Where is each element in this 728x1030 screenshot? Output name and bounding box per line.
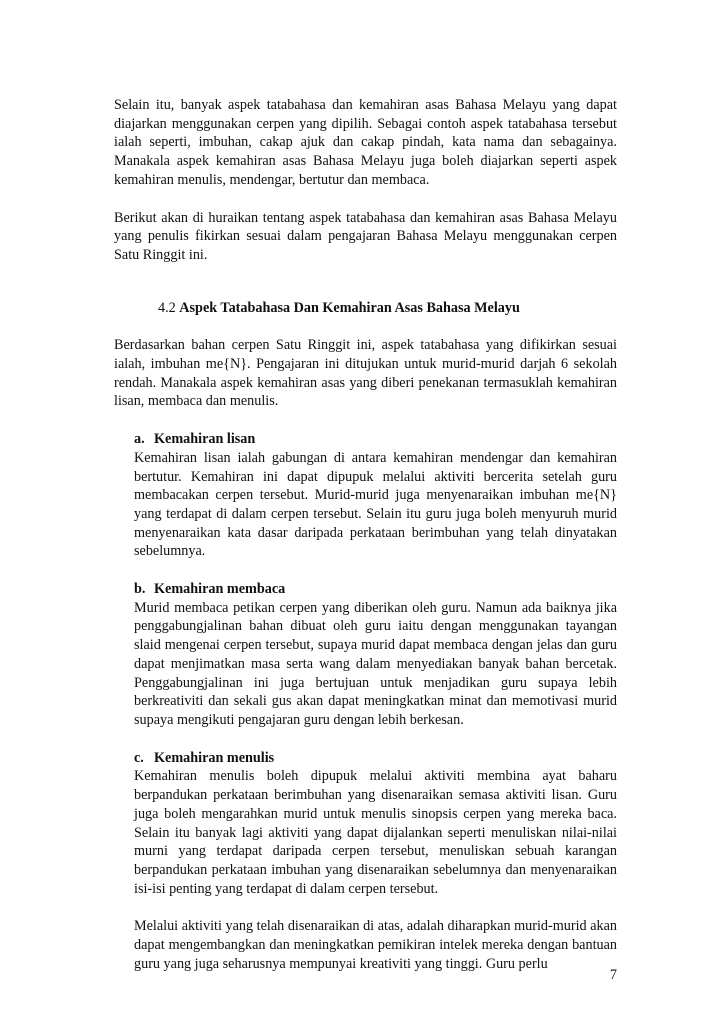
- subsection-title: Kemahiran lisan: [154, 431, 256, 448]
- subsection-menulis: [134, 749, 617, 974]
- paragraph-intro: Selain itu, banyak aspek tatabahasa dan kemahiran asas Bahasa Melayu yang dapat diajarkan menggunakan cerpen yang dipilih. Sebagai contoh aspek tatabahasa tersebut ialah seperti, imbuhan, cakap ajuk dan cakap pindah, kata nama dan sebagainya. Manakala aspek kemahiran asas Bahasa Melayu juga boleh diajarkan seperti aspek kemahiran menulis, mendengar, bertutur dan membaca.: [114, 97, 617, 188]
- paragraph-closing: Melalui aktiviti yang telah disenaraikan di atas, adalah diharapkan murid-murid akan dapat mengembangkan dan meningkatkan pemikiran intelek mereka dengan bantuan guru yang juga seharusnya mempunyai kreativiti yang tinggi. Guru perlu: [134, 918, 617, 972]
- subsection-letter: a.: [134, 431, 145, 448]
- paragraph-section-intro: Berdasarkan bahan cerpen Satu Ringgit ini, aspek tatabahasa yang difikirkan sesuai ialah, imbuhan me{N}. Pengajaran ini ditujukan untuk murid-murid darjah 6 sekolah rendah. Manakala aspek kemahiran asas yang diberi penekanan termasuklah kemahiran lisan, membaca dan menulis.: [114, 337, 617, 410]
- subsection-letter: c.: [134, 749, 144, 766]
- section-heading: [158, 299, 617, 318]
- subsection-body: Murid membaca petikan cerpen yang diberikan oleh guru. Namun ada baiknya jika penggabungjalinan bahan dibuat oleh guru iaitu dengan menggunakan tayangan slaid mengenai cerpen tersebut, supaya murid dapat membaca dengan jelas dan guru dapat menjimatkan masa serta wang dalam menyediakan banyak bahan bercetak. Penggabungjalinan ini juga bertujuan untuk menjadikan guru supaya lebih berkreativiti dan sekali gus akan dapat meningkatkan minat dan memotivasi murid supaya mengikuti pengajaran guru dengan lebih berkesan.: [134, 599, 617, 728]
- subsection-membaca: [134, 580, 617, 730]
- subsection-title: Kemahiran menulis: [154, 749, 275, 766]
- subsection-body: Kemahiran lisan ialah gabungan di antara kemahiran mendengar dan kemahiran bertutur. Kemahiran ini dapat dipupuk melalui aktiviti bercerita setelah guru membacakan cerpen tersebut. Murid-murid juga menyenaraikan imbuhan me{N} yang terdapat di dalam cerpen tersebut. Selain itu guru juga boleh menyuruh murid menyenaraikan kata dasar daripada perkataan berimbuhan yang telah dinyatakan sebelumnya.: [134, 449, 617, 560]
- subsection-letter: b.: [134, 581, 146, 598]
- page-number: 7: [609, 967, 617, 983]
- section-title: Aspek Tatabahasa Dan Kemahiran Asas Bahasa Melayu: [179, 299, 520, 316]
- subsection-heading: [134, 430, 617, 449]
- subsection-title: Kemahiran membaca: [154, 581, 286, 598]
- paragraph-explanation: Berikut akan di huraikan tentang aspek tatabahasa dan kemahiran asas Bahasa Melayu yang penulis fikirkan sesuai dalam pengajaran Bahasa Melayu menggunakan cerpen Satu Ringgit ini.: [114, 209, 617, 263]
- subsection-heading: [134, 749, 617, 768]
- subsection-heading: [134, 580, 617, 599]
- page-content: [114, 96, 617, 973]
- subsection-body: Kemahiran menulis boleh dipupuk melalui aktiviti membina ayat baharu berpandukan perkataan berimbuhan yang disenaraikan semasa aktiviti lisan. Guru juga boleh mengarahkan murid untuk menulis sinopsis cerpen yang mereka baca. Selain itu banyak lagi aktiviti yang dapat dijalankan seperti menuliskan nilai-nilai murni yang terdapat daripada cerpen tersebut, menuliskan sebuah karangan berpandukan perkataan imbuhan yang disenaraikan sebelumnya dan menyenaraikan isi-isi penting yang terdapat di dalam cerpen tersebut.: [134, 768, 617, 897]
- section-number: 4.2: [158, 299, 176, 316]
- subsection-lisan: [134, 430, 617, 561]
